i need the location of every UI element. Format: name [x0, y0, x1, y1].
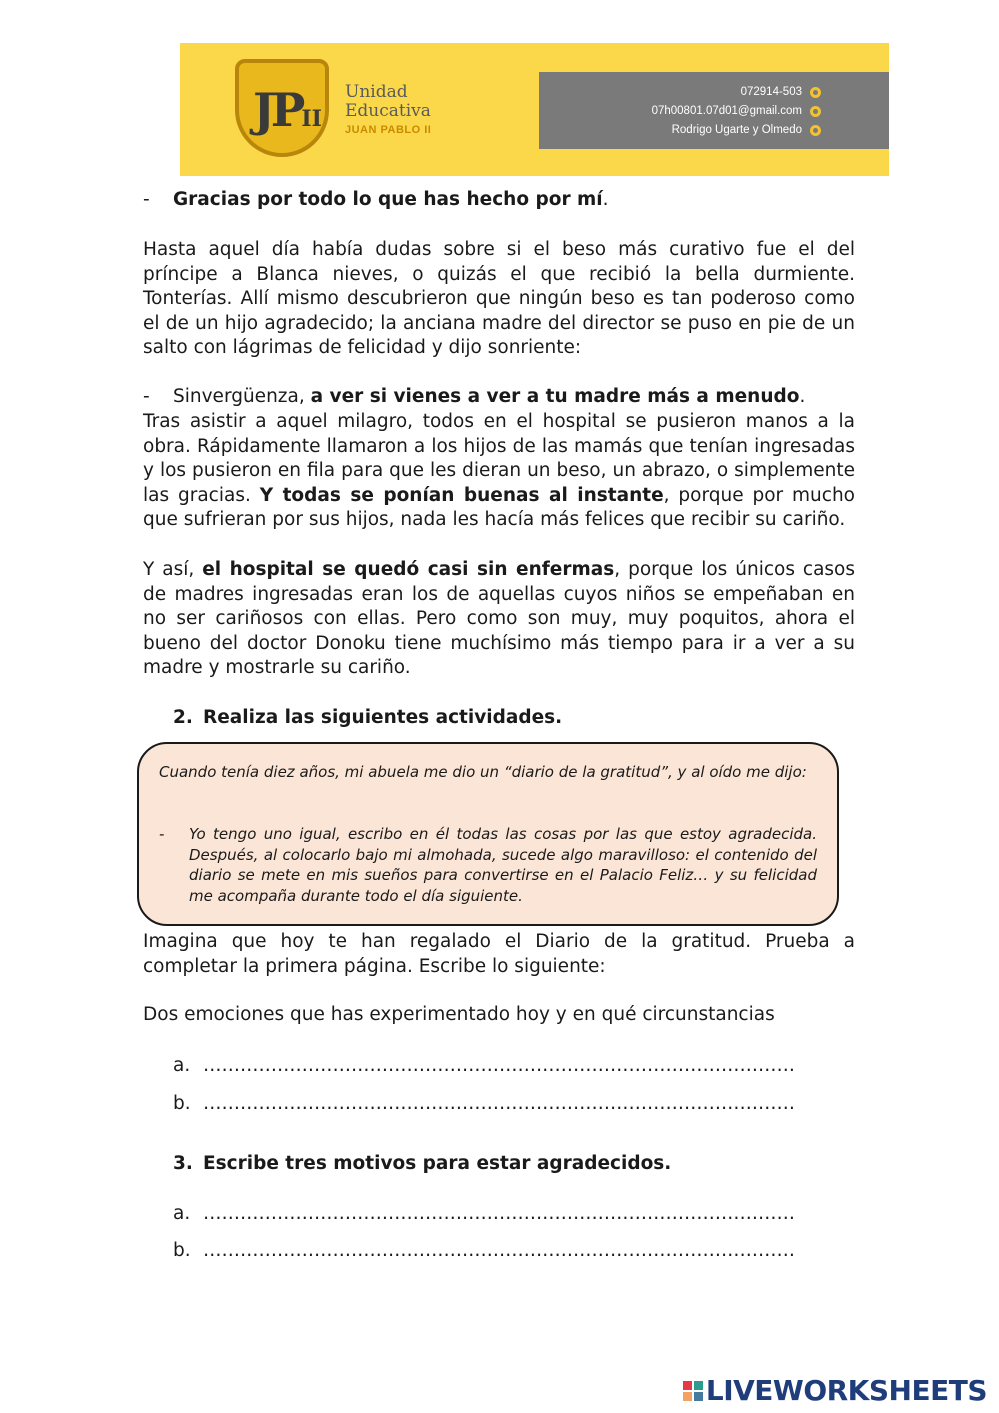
contact-phone: 072914-503: [652, 83, 821, 102]
story-paragraph-3: Y así, el hospital se quedó casi sin enfermas, porque los únicos casos de madres ingresadas eran los de aquellas cuyos niños se empeñaban en no ser cariñosos con ellas. Pero como son muy, muy poquitos, ahora el bueno del doctor Donoku tiene muchísimo más tiempo para ir a ver a su madre y mostrarle su cariño.: [143, 559, 856, 679]
liveworksheets-brand: LIVEWORKSHEETS: [705, 1374, 987, 1407]
quote-intro: Cuando tenía diez años, mi abuela me dio un “diario de la gratitud”, y al oído me dijo:: [159, 763, 807, 781]
dialogue-line-1: Gracias por todo lo que has hecho por mí.: [173, 189, 609, 210]
contact-email: 07h00801.07d01@gmail.com: [652, 102, 821, 121]
school-name-line1: Unidad: [345, 82, 408, 102]
quote-box: [137, 742, 839, 926]
story-paragraph-1: Hasta aquel día había dudas sobre si el beso más curativo fue el del príncipe a Blanca nieves, o quizás el que recibió la bella durmiente. Tonterías. Allí mismo descubrieron que ningún beso es tan poderoso como el de un hijo agradecido; la anciana madre del director se puso en pie de un salto con lágrimas de felicidad y dijo sonriente:: [143, 239, 855, 359]
dash-marker: -: [143, 386, 150, 407]
answer-line-3b[interactable]: b. ……………………………………………………………………………………: [173, 1240, 795, 1261]
dash-marker: -: [143, 189, 150, 210]
phone-icon: [810, 87, 821, 98]
liveworksheets-icon: [683, 1381, 703, 1401]
quote-body: Yo tengo uno igual, escribo en él todas las cosas por las que estoy agradecida. Después, al colocarlo bajo mi almohada, sucede algo maravilloso: el contenido del diario se mete en mis sueños para convertirse en el Palacio Feliz… y su felicidad me acompaña durante todo el día siguiente.: [189, 825, 817, 905]
story-paragraph-2: Tras asistir a aquel milagro, todos en el hospital se pusieron manos a la obra. Rápidamente llamaron a los hijos de las mamás que tenían ingresadas y los pusieron en fila para que les dieran un beso, un abrazo, o simplemente las gracias. Y todas se ponían buenas al instante, porque por mucho que sufrieran por sus hijos, nada les hacía más felices que recibir su cariño.: [143, 411, 855, 531]
school-name-line2: Educativa: [345, 101, 431, 121]
school-logo: [235, 59, 329, 157]
email-icon: [810, 106, 821, 117]
school-name: [345, 83, 431, 136]
school-name-line3: JUAN PABLO II: [345, 124, 432, 136]
answer-line-2b[interactable]: b. ……………………………………………………………………………………: [173, 1093, 795, 1114]
dialogue-line-2: Sinvergüenza, a ver si vienes a ver a tu madre más a menudo.: [173, 386, 806, 407]
activity-2-subprompt: Dos emociones que has experimentado hoy y en qué circunstancias: [143, 1004, 775, 1025]
liveworksheets-logo: [683, 1374, 987, 1407]
answer-line-3a[interactable]: a. ……………………………………………………………………………………: [173, 1203, 795, 1224]
contact-info: [652, 83, 821, 140]
activity-2-heading: 2. Realiza las siguientes actividades.: [173, 707, 563, 728]
contact-address: Rodrigo Ugarte y Olmedo: [652, 121, 821, 140]
answer-line-2a[interactable]: a. ……………………………………………………………………………………: [173, 1055, 795, 1076]
header-banner: [180, 43, 889, 176]
location-icon: [810, 125, 821, 136]
activity-3-heading: 3. Escribe tres motivos para estar agradecidos.: [173, 1153, 672, 1174]
quote-dash: -: [159, 825, 165, 843]
logo-mark: JPII: [253, 83, 322, 137]
activity-2-prompt: Imagina que hoy te han regalado el Diario de la gratitud. Prueba a completar la primera página. Escribe lo siguiente:: [143, 931, 855, 977]
